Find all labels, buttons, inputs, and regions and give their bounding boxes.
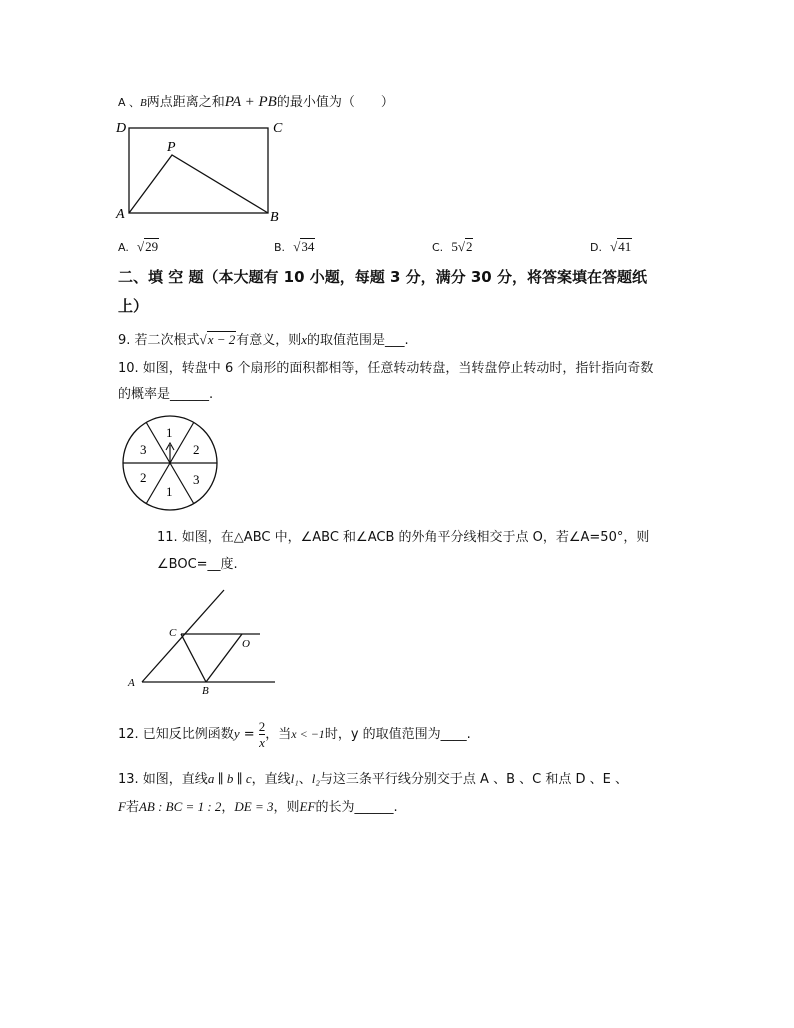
- q13-l1: l₁: [290, 771, 299, 786]
- q12-den: x: [259, 735, 265, 750]
- label-c: C: [169, 627, 177, 639]
- option-radicand: 41: [618, 239, 632, 254]
- q13-de: DE = 3: [234, 799, 274, 814]
- option-letter: C.: [432, 241, 444, 254]
- q13-line1: [118, 770, 628, 789]
- section-heading-line1: 二、填 空 题（本大题有 10 小题，每题 3 分，满分 30 分，将答案填在答题纸: [118, 268, 647, 286]
- q11-triangle-figure: [124, 586, 284, 706]
- q13-prefix: 13. 如图，直线: [118, 772, 208, 787]
- q13-then: ，则: [273, 800, 300, 815]
- q13-suffix: 与这三条平行线分别交于点 A 、B 、C 和点 D 、E 、: [319, 772, 628, 787]
- q13-sep: 、: [298, 772, 312, 787]
- q8-stem-suffix: 的最小值为（ ）: [276, 95, 394, 110]
- q8-stem-expr: PA + PB: [224, 94, 277, 110]
- option-coef: 5: [451, 239, 458, 254]
- label-a: A: [116, 207, 125, 222]
- label-b: B: [270, 210, 279, 225]
- label-o: O: [242, 638, 250, 650]
- q8-option-c: C. 5√2: [432, 239, 473, 254]
- q9-prefix: 9. 若二次根式: [118, 333, 200, 348]
- q12-eq: =: [239, 727, 259, 742]
- q9-radicand: x − 2: [207, 332, 236, 347]
- q13-end: 的长为______.: [315, 800, 398, 815]
- q8-stem-prefix: A 、: [118, 96, 141, 109]
- sector-number: 3: [193, 472, 200, 487]
- label-a: A: [128, 677, 135, 689]
- q13-if: 若: [125, 800, 139, 815]
- sector-number: 1: [166, 425, 173, 440]
- label-c: C: [273, 121, 283, 136]
- option-letter: D.: [590, 241, 602, 254]
- q13-ef: EF: [299, 799, 316, 814]
- sector-number: 1: [166, 484, 173, 499]
- q8-stem-mid: 两点距离之和: [146, 95, 225, 110]
- q13-parallel: a ∥ b ∥ c: [207, 771, 252, 786]
- q8-option-b: B. √34: [274, 239, 315, 254]
- q8-rectangle-figure: [110, 115, 300, 235]
- option-letter: A.: [118, 241, 129, 254]
- option-radicand: 34: [301, 239, 315, 254]
- section-heading-line2: 上）: [118, 297, 149, 315]
- q12-mid: ，当: [265, 727, 292, 742]
- q10-line2: 的概率是______.: [118, 387, 214, 402]
- option-letter: B.: [274, 241, 286, 254]
- label-d: D: [116, 121, 127, 136]
- label-p: P: [167, 140, 176, 155]
- spinner-figure: [120, 414, 230, 514]
- option-radicand: 2: [465, 239, 473, 254]
- option-radicand: 29: [145, 239, 159, 254]
- label-b: B: [202, 685, 209, 697]
- sector-number: 2: [140, 470, 147, 485]
- sector-number: 2: [193, 442, 200, 457]
- q10-line1: 10. 如图，转盘中 6 个扇形的面积都相等，任意转动转盘，当转盘停止转动时，指针指向奇数: [118, 361, 654, 376]
- q8-option-a: A. √29: [118, 239, 159, 254]
- q12-suffix: 时，y 的取值范围为____.: [324, 727, 471, 742]
- q8-stem: [118, 93, 394, 112]
- q11-line2: ∠BOC=__度.: [157, 557, 238, 572]
- q8-option-d: D. √41: [590, 239, 632, 254]
- q12-text: [118, 718, 471, 751]
- q13-l2: l₂: [311, 771, 320, 786]
- q12-prefix: 12. 已知反比例函数: [118, 727, 234, 742]
- q13-ratio: AB : BC = 1 : 2: [138, 799, 222, 814]
- sector-number: 3: [140, 442, 147, 457]
- q13-f: F: [118, 799, 126, 814]
- q12-num: 2: [258, 719, 266, 734]
- q12-y: y: [233, 726, 240, 741]
- q9-suffix-a: 有意义，则: [236, 333, 302, 348]
- q13-mid: ，直线: [251, 772, 291, 787]
- q13-line2: [118, 798, 398, 817]
- q12-cond: x < −1: [291, 727, 325, 741]
- q9-var: x: [301, 332, 308, 347]
- q11-line1: 11. 如图，在△ABC 中，∠ABC 和∠ACB 的外角平分线相交于点 O，若∠A=50°，则: [157, 530, 650, 545]
- q9-text: 9. 若二次根式√x − 2有意义，则x的取值范围是___.: [118, 332, 409, 348]
- q8-stem-b: B: [140, 97, 147, 109]
- q9-suffix-b: 的取值范围是___.: [307, 333, 409, 348]
- q13-comma: ，: [221, 800, 235, 815]
